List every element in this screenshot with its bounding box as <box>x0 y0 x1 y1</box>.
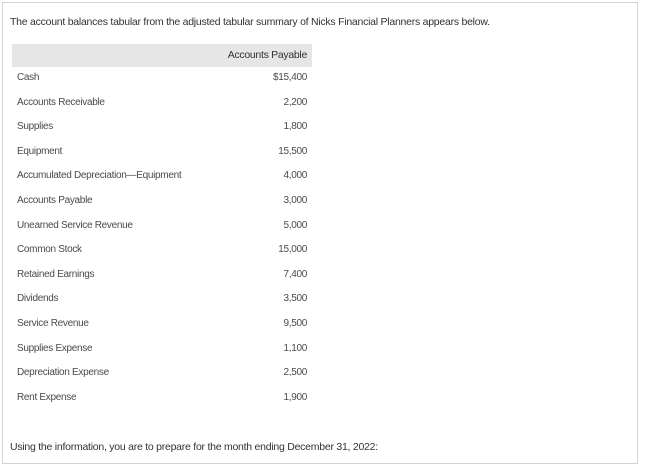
account-name: Cash <box>17 72 40 83</box>
table-row <box>12 264 312 289</box>
account-name: Rent Expense <box>17 391 77 403</box>
table-row <box>12 165 312 190</box>
account-name: Accounts Payable <box>17 194 93 206</box>
account-amount: 2,500 <box>283 367 307 379</box>
account-name: Supplies <box>17 121 53 133</box>
account-amount: 7,400 <box>283 268 307 280</box>
account-amount: 5,000 <box>283 219 307 231</box>
account-amount: 4,000 <box>283 170 307 182</box>
table-row <box>12 116 312 141</box>
instruction-text: Using the information, you are to prepare for the month ending December 31, 2022: <box>10 441 378 453</box>
account-amount: 1,100 <box>283 342 307 354</box>
question-card <box>2 2 638 464</box>
table-header <box>12 44 312 67</box>
account-name: Dividends <box>17 293 59 305</box>
account-name: Service Revenue <box>17 317 89 329</box>
account-amount: 1,900 <box>283 391 307 403</box>
account-amount: 2,200 <box>283 96 307 108</box>
table-row <box>12 288 312 313</box>
table-row <box>12 190 312 215</box>
account-amount: 15,000 <box>278 244 307 256</box>
account-name: Accounts Receivable <box>17 96 105 108</box>
table-row <box>12 239 312 264</box>
table-row <box>12 141 312 166</box>
account-amount: 15,500 <box>278 145 307 157</box>
table-row <box>12 362 312 387</box>
table-row <box>12 92 312 117</box>
account-name: Common Stock <box>17 244 82 256</box>
table-body <box>12 67 312 411</box>
account-name: Supplies Expense <box>17 342 93 354</box>
account-name: Depreciation Expense <box>17 367 109 379</box>
account-amount: 3,500 <box>283 293 307 305</box>
table-row <box>12 67 312 92</box>
account-name: Unearned Service Revenue <box>17 219 133 231</box>
account-amount: 1,800 <box>283 121 307 133</box>
column-header-accounts-payable: Accounts Payable <box>227 49 307 61</box>
account-name: Accumulated Depreciation—Equipment <box>17 170 182 182</box>
table-row <box>12 338 312 363</box>
intro-text: The account balances tabular from the adjusted tabular summary of Nicks Financial Planners appears below. <box>10 16 490 28</box>
account-name: Equipment <box>17 145 63 157</box>
account-amount: 9,500 <box>283 317 307 329</box>
table-row <box>12 387 312 412</box>
table-row <box>12 313 312 338</box>
table-row <box>12 215 312 240</box>
account-balances-table <box>12 44 312 411</box>
account-name: Retained Earnings <box>17 268 95 280</box>
account-amount: $15,400 <box>272 72 307 83</box>
account-amount: 3,000 <box>283 194 307 206</box>
